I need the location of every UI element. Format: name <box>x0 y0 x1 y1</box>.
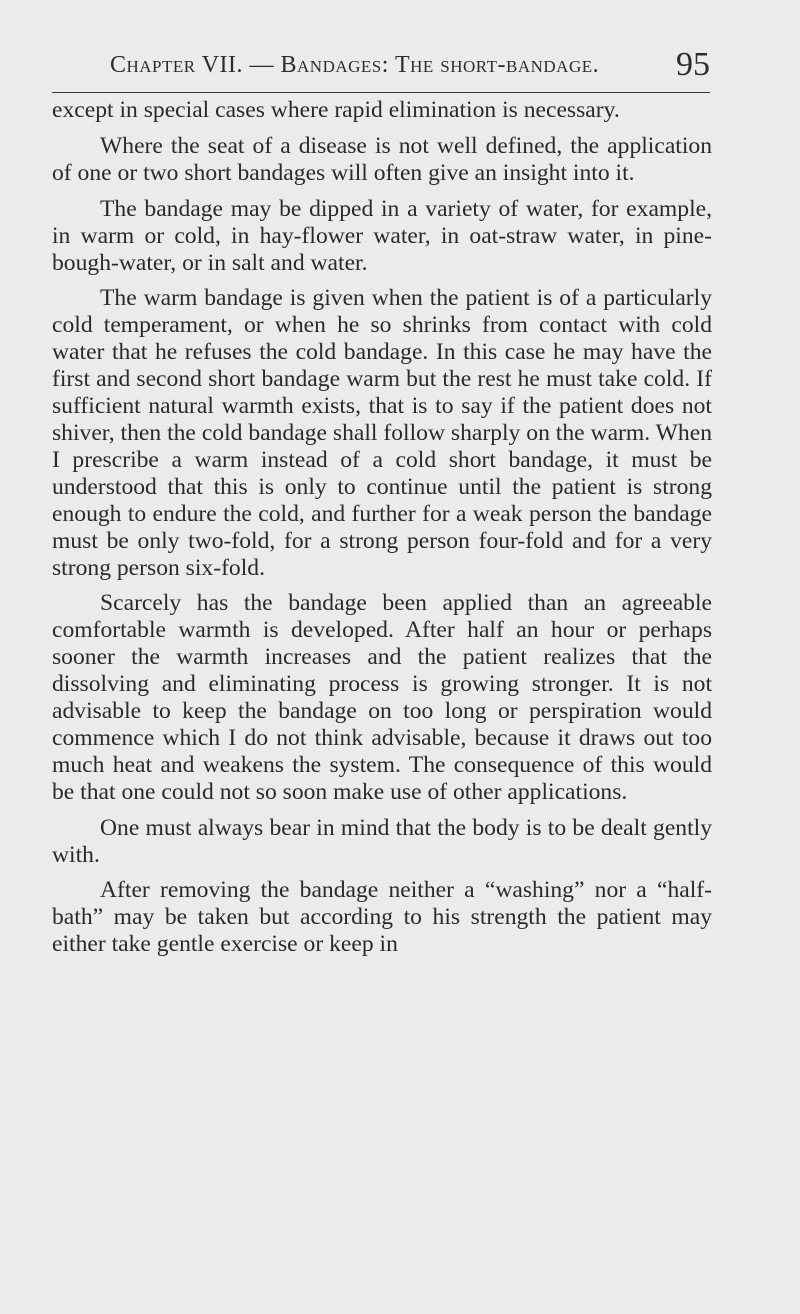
paragraph: One must always bear in mind that the body is to be dealt gently with. <box>52 814 712 868</box>
page-number: 95 <box>676 46 710 83</box>
paragraph: Where the seat of a disease is not well defined, the application of one or two short bandages will often give an insight into it. <box>52 132 712 186</box>
paragraph: The bandage may be dipped in a variety of water, for example, in warm or cold, in hay-flower water, in oat-straw water, in pine-bough-water, or in salt and water. <box>52 195 712 276</box>
paragraph: Scarcely has the bandage been applied than an agreeable comfortable warmth is developed. After half an hour or perhaps sooner the warmth increases and the patient realizes that the dissolving and eliminating process is growing stronger. It is not advisable to keep the bandage on too long or perspiration would commence which I do not think advisable, because it draws out too much heat and weakens the system. The consequence of this would be that one could not so soon make use of other applications. <box>52 590 712 805</box>
paragraph: After removing the bandage neither a “washing” nor a “half-bath” may be taken but according to his strength the patient may either take gentle exercise or keep in <box>52 877 712 958</box>
paragraph-continued: except in special cases where rapid elimination is necessary. <box>52 97 620 123</box>
running-title: Chapter VII. — Bandages: The short-bandage. <box>110 52 600 78</box>
header-rule <box>52 92 710 93</box>
running-head <box>110 46 710 92</box>
body-text <box>52 97 712 967</box>
paragraph: The warm bandage is given when the patient is of a particularly cold temperament, or when he so shrinks from contact with cold water that he refuses the cold bandage. In this case he may have the first and second short bandage warm but the rest he must take cold. If sufficient natural warmth exists, that is to say if the patient does not shiver, then the cold bandage shall follow sharply on the warm. When I prescribe a warm instead of a cold short bandage, it must be understood that this is only to continue until the patient is strong enough to endure the cold, and further for a weak person the bandage must be only two-fold, for a strong person four-fold and for a very strong person six-fold. <box>52 285 712 581</box>
